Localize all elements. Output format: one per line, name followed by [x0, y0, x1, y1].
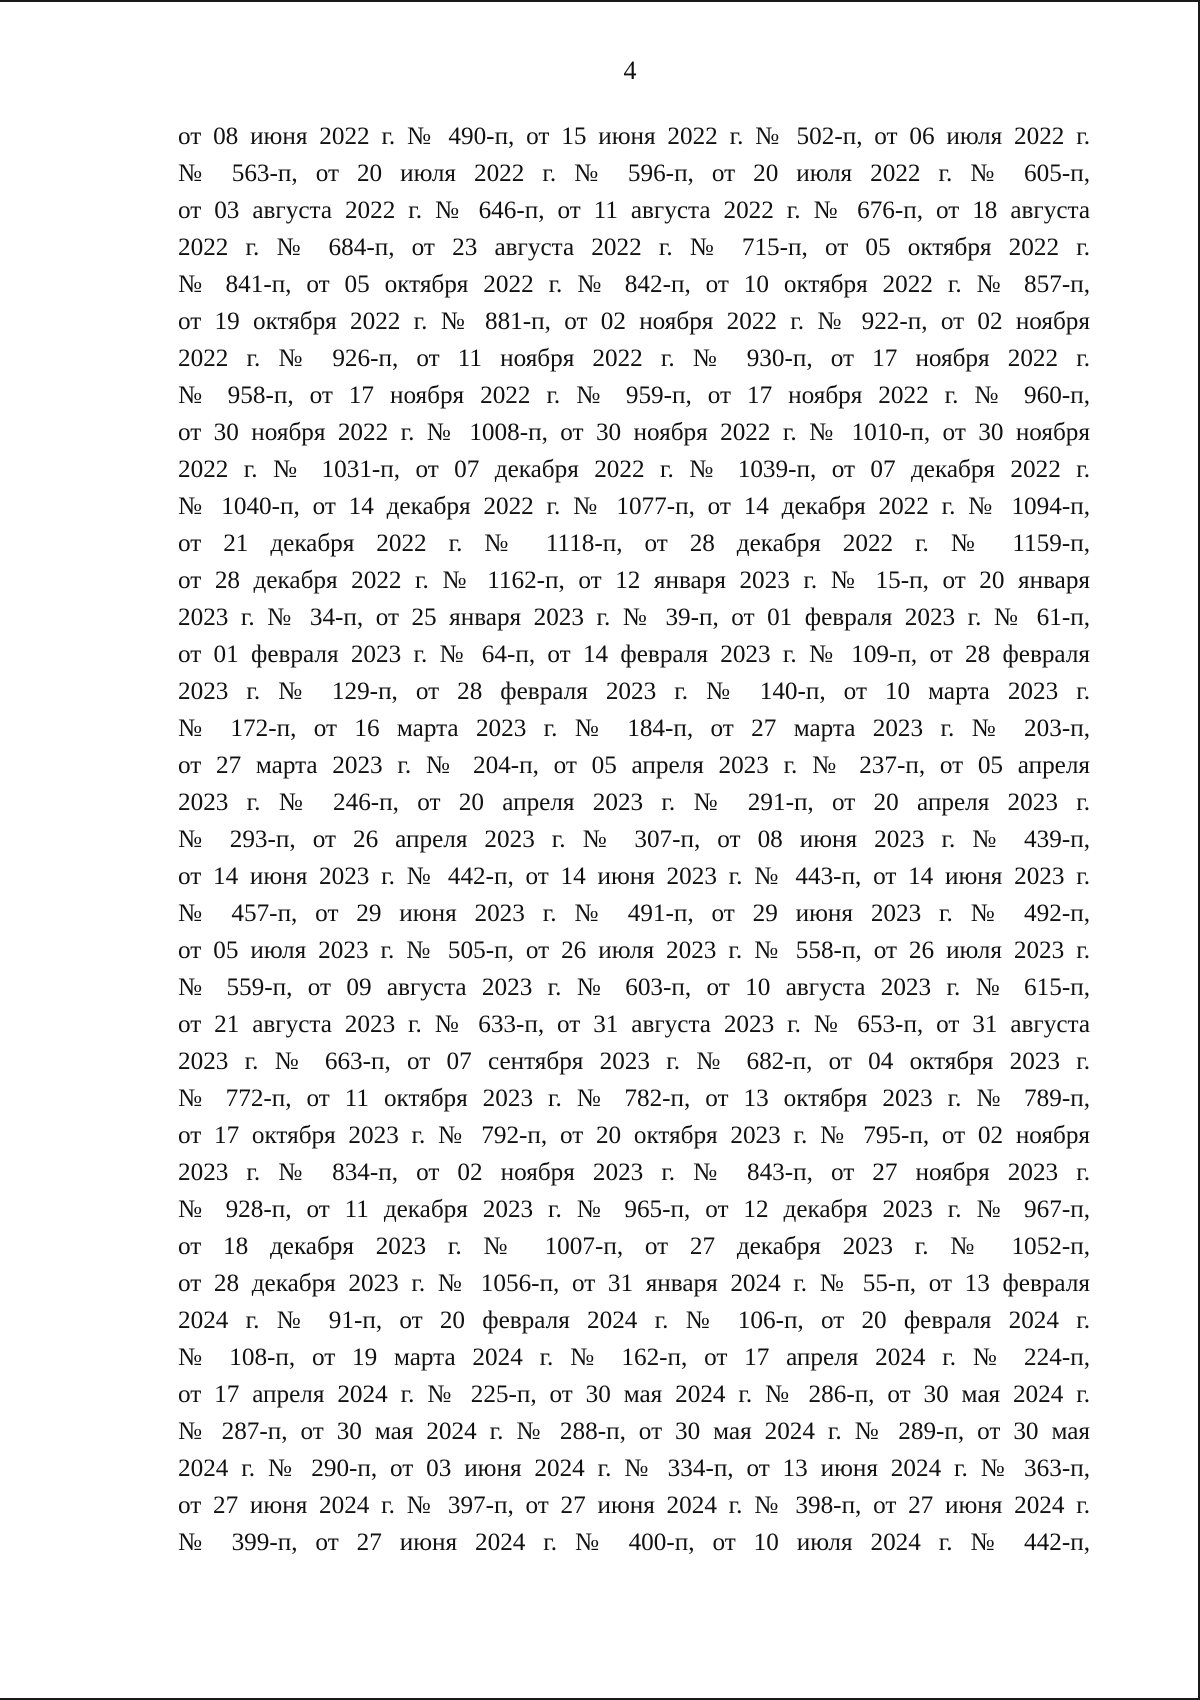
text-line: от 17 октября 2023 г. № 792-п, от 20 октября 2023 г. № 795-п, от 02 ноября [178, 1122, 1090, 1149]
text-line: от 21 августа 2023 г. № 633-п, от 31 августа 2023 г. № 653-п, от 31 августа [178, 1011, 1090, 1038]
text-line: от 28 декабря 2022 г. № 1162-п, от 12 января 2023 г. № 15-п, от 20 января [178, 567, 1090, 594]
text-line: № 293-п, от 26 апреля 2023 г. № 307-п, от 08 июня 2023 г. № 439-п, [178, 826, 1090, 853]
text-line: № 958-п, от 17 ноября 2022 г. № 959-п, от 17 ноября 2022 г. № 960-п, [178, 382, 1090, 409]
text-line: 2023 г. № 663-п, от 07 сентября 2023 г. № 682-п, от 04 октября 2023 г. [178, 1048, 1090, 1075]
text-line: 2023 г. № 834-п, от 02 ноября 2023 г. № 843-п, от 27 ноября 2023 г. [178, 1159, 1090, 1186]
text-line: 2022 г. № 926-п, от 11 ноября 2022 г. № 930-п, от 17 ноября 2022 г. [178, 345, 1090, 372]
page-top-border [0, 0, 1200, 2]
text-line: 2023 г. № 34-п, от 25 января 2023 г. № 39-п, от 01 февраля 2023 г. № 61-п, [178, 604, 1090, 631]
text-line: 2023 г. № 129-п, от 28 февраля 2023 г. № 140-п, от 10 марта 2023 г. [178, 678, 1090, 705]
text-line: от 08 июня 2022 г. № 490-п, от 15 июня 2022 г. № 502-п, от 06 июля 2022 г. [178, 123, 1090, 150]
text-line: 2022 г. № 1031-п, от 07 декабря 2022 г. № 1039-п, от 07 декабря 2022 г. [178, 456, 1090, 483]
text-line: 2024 г. № 290-п, от 03 июня 2024 г. № 334-п, от 13 июня 2024 г. № 363-п, [178, 1455, 1090, 1482]
text-line: № 928-п, от 11 декабря 2023 г. № 965-п, от 12 декабря 2023 г. № 967-п, [178, 1196, 1090, 1223]
text-line: от 03 августа 2022 г. № 646-п, от 11 августа 2022 г. № 676-п, от 18 августа [178, 197, 1090, 224]
text-line: № 563-п, от 20 июля 2022 г. № 596-п, от 20 июля 2022 г. № 605-п, [178, 160, 1090, 187]
text-line: от 30 ноября 2022 г. № 1008-п, от 30 ноября 2022 г. № 1010-п, от 30 ноября [178, 419, 1090, 446]
text-line: № 841-п, от 05 октября 2022 г. № 842-п, от 10 октября 2022 г. № 857-п, [178, 271, 1090, 298]
text-line: от 18 декабря 2023 г. № 1007-п, от 27 декабря 2023 г. № 1052-п, [178, 1233, 1090, 1260]
text-line: 2023 г. № 246-п, от 20 апреля 2023 г. № 291-п, от 20 апреля 2023 г. [178, 789, 1090, 816]
text-line: от 01 февраля 2023 г. № 64-п, от 14 февраля 2023 г. № 109-п, от 28 февраля [178, 641, 1090, 668]
text-line: № 457-п, от 29 июня 2023 г. № 491-п, от 29 июня 2023 г. № 492-п, [178, 900, 1090, 927]
text-line: № 108-п, от 19 марта 2024 г. № 162-п, от 17 апреля 2024 г. № 224-п, [178, 1344, 1090, 1371]
text-line: от 14 июня 2023 г. № 442-п, от 14 июня 2023 г. № 443-п, от 14 июня 2023 г. [178, 863, 1090, 890]
text-line: от 27 марта 2023 г. № 204-п, от 05 апреля 2023 г. № 237-п, от 05 апреля [178, 752, 1090, 779]
body-text [178, 118, 1090, 1561]
text-line: 2022 г. № 684-п, от 23 августа 2022 г. № 715-п, от 05 октября 2022 г. [178, 234, 1090, 261]
text-line: 2024 г. № 91-п, от 20 февраля 2024 г. № 106-п, от 20 февраля 2024 г. [178, 1307, 1090, 1334]
text-line: № 399-п, от 27 июня 2024 г. № 400-п, от 10 июля 2024 г. № 442-п, [178, 1529, 1090, 1556]
text-line: от 27 июня 2024 г. № 397-п, от 27 июня 2024 г. № 398-п, от 27 июня 2024 г. [178, 1492, 1090, 1519]
page-number: 4 [623, 56, 637, 85]
text-line: № 559-п, от 09 августа 2023 г. № 603-п, от 10 августа 2023 г. № 615-п, [178, 974, 1090, 1001]
text-line: № 1040-п, от 14 декабря 2022 г. № 1077-п, от 14 декабря 2022 г. № 1094-п, [178, 493, 1090, 520]
text-line: от 21 декабря 2022 г. № 1118-п, от 28 декабря 2022 г. № 1159-п, [178, 530, 1090, 557]
text-line: № 772-п, от 11 октября 2023 г. № 782-п, от 13 октября 2023 г. № 789-п, [178, 1085, 1090, 1112]
text-line: № 287-п, от 30 мая 2024 г. № 288-п, от 30 мая 2024 г. № 289-п, от 30 мая [178, 1418, 1090, 1445]
text-line: от 17 апреля 2024 г. № 225-п, от 30 мая 2024 г. № 286-п, от 30 мая 2024 г. [178, 1381, 1090, 1408]
text-line: № 172-п, от 16 марта 2023 г. № 184-п, от 27 марта 2023 г. № 203-п, [178, 715, 1090, 742]
text-line: от 19 октября 2022 г. № 881-п, от 02 ноября 2022 г. № 922-п, от 02 ноября [178, 308, 1090, 335]
text-line: от 28 декабря 2023 г. № 1056-п, от 31 января 2024 г. № 55-п, от 13 февраля [178, 1270, 1090, 1297]
text-line: от 05 июля 2023 г. № 505-п, от 26 июля 2023 г. № 558-п, от 26 июля 2023 г. [178, 937, 1090, 964]
